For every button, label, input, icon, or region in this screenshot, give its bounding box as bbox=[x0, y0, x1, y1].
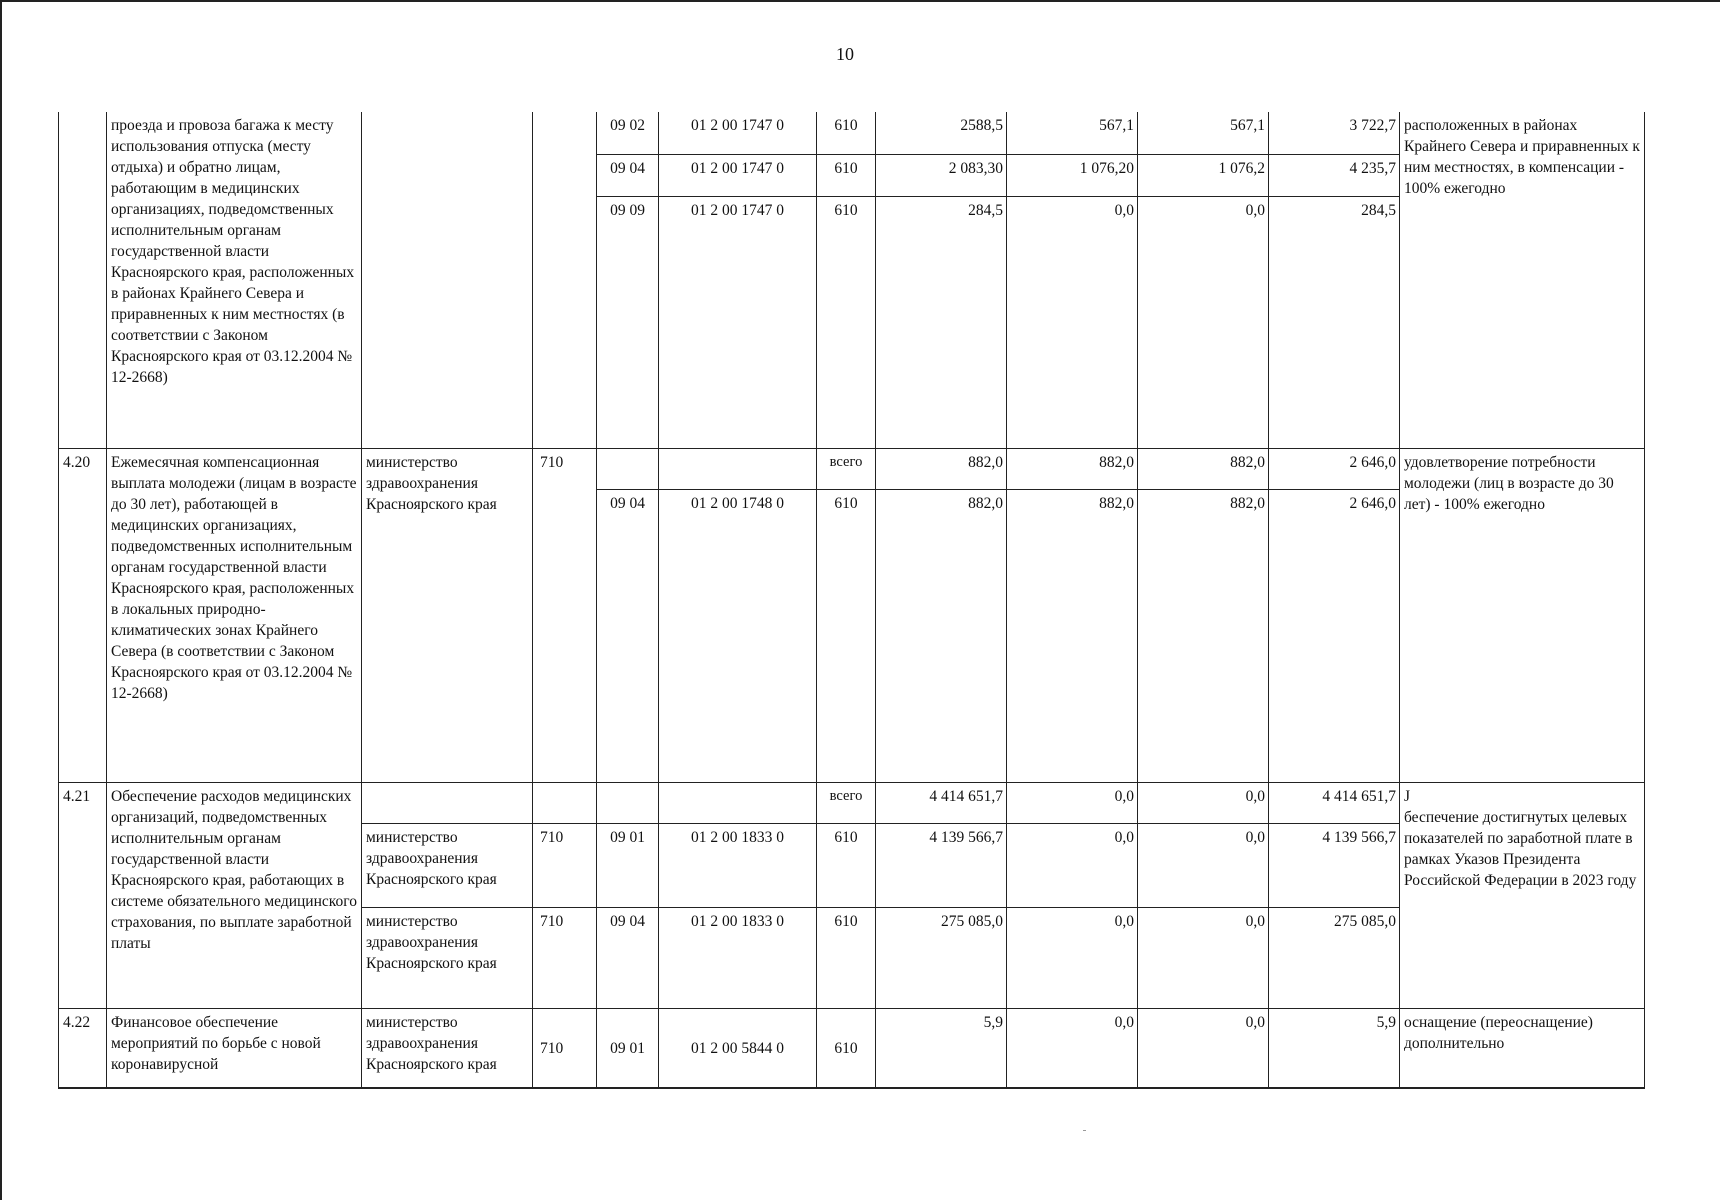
amount-year-3: 0,0 bbox=[1138, 782, 1269, 823]
grbs-code: 710 bbox=[533, 907, 597, 1008]
section-code: 09 02 bbox=[597, 112, 659, 154]
amount-total: 4 139 566,7 bbox=[1269, 823, 1400, 907]
grbs-name: министерство здравоохранения Красноярского края bbox=[362, 823, 533, 907]
amount-year-3: 882,0 bbox=[1138, 448, 1269, 489]
amount-year-2: 0,0 bbox=[1007, 196, 1138, 448]
grbs-name: министерство здравоохранения Красноярского края bbox=[362, 1008, 533, 1088]
row-number-cell bbox=[59, 112, 107, 448]
section-code: 09 04 bbox=[597, 154, 659, 196]
row-result bbox=[1400, 782, 1645, 1008]
amount-year-1: 284,5 bbox=[876, 196, 1007, 448]
expense-type: 610 bbox=[817, 907, 876, 1008]
table-row bbox=[59, 1008, 1645, 1088]
amount-year-3: 567,1 bbox=[1138, 112, 1269, 154]
table-row bbox=[59, 112, 1645, 154]
amount-year-2: 0,0 bbox=[1007, 782, 1138, 823]
row-result: удовлетворение потребности молодежи (лиц в возрасте до 30 лет) - 100% ежегодно bbox=[1400, 448, 1645, 782]
amount-year-1: 5,9 bbox=[876, 1008, 1007, 1088]
amount-total: 284,5 bbox=[1269, 196, 1400, 448]
amount-total: 4 414 651,7 bbox=[1269, 782, 1400, 823]
expense-type: 610 bbox=[817, 154, 876, 196]
expense-type: 610 bbox=[817, 823, 876, 907]
target-code: 01 2 00 1747 0 bbox=[659, 154, 817, 196]
target-code: 01 2 00 1833 0 bbox=[659, 907, 817, 1008]
section-code: 09 04 bbox=[597, 907, 659, 1008]
row-result: оснащение (переоснащение) дополнительно bbox=[1400, 1008, 1645, 1088]
amount-year-2: 882,0 bbox=[1007, 489, 1138, 782]
grbs-code: 710 bbox=[533, 448, 597, 782]
grbs-name-cell bbox=[362, 112, 533, 448]
amount-total: 2 646,0 bbox=[1269, 489, 1400, 782]
amount-year-1: 882,0 bbox=[876, 448, 1007, 489]
scan-speck bbox=[1083, 1130, 1086, 1131]
amount-year-2: 0,0 bbox=[1007, 907, 1138, 1008]
amount-total: 2 646,0 bbox=[1269, 448, 1400, 489]
amount-year-3: 1 076,2 bbox=[1138, 154, 1269, 196]
amount-year-2: 0,0 bbox=[1007, 1008, 1138, 1088]
total-label: всего bbox=[817, 448, 876, 489]
row-description: Обеспечение расходов медицинских организаций, подведомственных исполнительным органам государственной власти Красноярского края, работающих в системе обязательного медицинского страхования, по выплате заработной платы bbox=[107, 782, 362, 1008]
section-code-cell bbox=[597, 448, 659, 489]
amount-year-3: 882,0 bbox=[1138, 489, 1269, 782]
row-description: проезда и провоза багажа к месту использования отпуска (месту отдыха) и обратно лицам, работающим в медицинских организациях, подведомственных исполнительным органам государственной власти Красноярского края, расположенных в районах Крайнего Севера и приравненных к ним местностях (в соответствии с Законом Красноярского края от 03.12.2004 № 12-2668) bbox=[107, 112, 362, 448]
row-result-text: беспечение достигнутых целевых показателей по заработной плате в рамках Указов Президента Российской Федерации в 2023 году bbox=[1404, 808, 1637, 889]
target-code: 01 2 00 1747 0 bbox=[659, 112, 817, 154]
expense-type: 610 bbox=[817, 112, 876, 154]
amount-year-2: 567,1 bbox=[1007, 112, 1138, 154]
target-code-cell bbox=[659, 448, 817, 489]
amount-year-2: 1 076,20 bbox=[1007, 154, 1138, 196]
target-code: 01 2 00 1747 0 bbox=[659, 196, 817, 448]
row-result: расположенных в районах Крайнего Севера и приравненных к ним местностях, в компенсации - 100% ежегодно bbox=[1400, 112, 1645, 448]
amount-year-1: 882,0 bbox=[876, 489, 1007, 782]
row-number: 4.21 bbox=[59, 782, 107, 1008]
page-frame-top bbox=[0, 0, 1720, 2]
grbs-name-cell bbox=[362, 782, 533, 823]
target-code-cell bbox=[659, 782, 817, 823]
row-number: 4.20 bbox=[59, 448, 107, 782]
grbs-name: министерство здравоохранения Красноярского края bbox=[362, 907, 533, 1008]
row-description: Ежемесячная компенсационная выплата молодежи (лицам в возрасте до 30 лет), работающей в медицинских организациях, подведомственных исполнительным органам государственной власти Красноярского края, расположенных в локальных природно-климатических зонах Крайнего Севера (в соответствии с Законом Красноярского края от 03.12.2004 № 12-2668) bbox=[107, 448, 362, 782]
amount-year-2: 0,0 bbox=[1007, 823, 1138, 907]
row-result-first: J bbox=[1404, 787, 1411, 805]
budget-table bbox=[58, 112, 1645, 1089]
amount-year-1: 4 139 566,7 bbox=[876, 823, 1007, 907]
target-code: 01 2 00 1833 0 bbox=[659, 823, 817, 907]
row-number: 4.22 bbox=[59, 1008, 107, 1088]
total-label: всего bbox=[817, 782, 876, 823]
amount-year-3: 0,0 bbox=[1138, 1008, 1269, 1088]
amount-year-3: 0,0 bbox=[1138, 823, 1269, 907]
grbs-code-cell bbox=[533, 782, 597, 823]
section-code-cell bbox=[597, 782, 659, 823]
table-row bbox=[59, 782, 1645, 823]
amount-total: 4 235,7 bbox=[1269, 154, 1400, 196]
expense-type: 610 bbox=[817, 489, 876, 782]
grbs-code: 710 bbox=[533, 1008, 597, 1088]
amount-total: 5,9 bbox=[1269, 1008, 1400, 1088]
expense-type: 610 bbox=[817, 1008, 876, 1088]
amount-year-1: 2588,5 bbox=[876, 112, 1007, 154]
target-code: 01 2 00 5844 0 bbox=[659, 1008, 817, 1088]
page-number: 10 bbox=[836, 44, 854, 64]
amount-year-1: 275 085,0 bbox=[876, 907, 1007, 1008]
row-description: Финансовое обеспечение мероприятий по борьбе с новой коронавирусной bbox=[107, 1008, 362, 1088]
table-row bbox=[59, 448, 1645, 489]
amount-total: 275 085,0 bbox=[1269, 907, 1400, 1008]
grbs-code: 710 bbox=[533, 823, 597, 907]
section-code: 09 04 bbox=[597, 489, 659, 782]
section-code: 09 01 bbox=[597, 1008, 659, 1088]
grbs-name: министерство здравоохранения Красноярского края bbox=[362, 448, 533, 782]
amount-year-3: 0,0 bbox=[1138, 196, 1269, 448]
amount-total: 3 722,7 bbox=[1269, 112, 1400, 154]
amount-year-2: 882,0 bbox=[1007, 448, 1138, 489]
amount-year-3: 0,0 bbox=[1138, 907, 1269, 1008]
grbs-code-cell bbox=[533, 112, 597, 448]
page-frame-left bbox=[0, 0, 2, 1200]
expense-type: 610 bbox=[817, 196, 876, 448]
amount-year-1: 4 414 651,7 bbox=[876, 782, 1007, 823]
section-code: 09 09 bbox=[597, 196, 659, 448]
section-code: 09 01 bbox=[597, 823, 659, 907]
amount-year-1: 2 083,30 bbox=[876, 154, 1007, 196]
target-code: 01 2 00 1748 0 bbox=[659, 489, 817, 782]
